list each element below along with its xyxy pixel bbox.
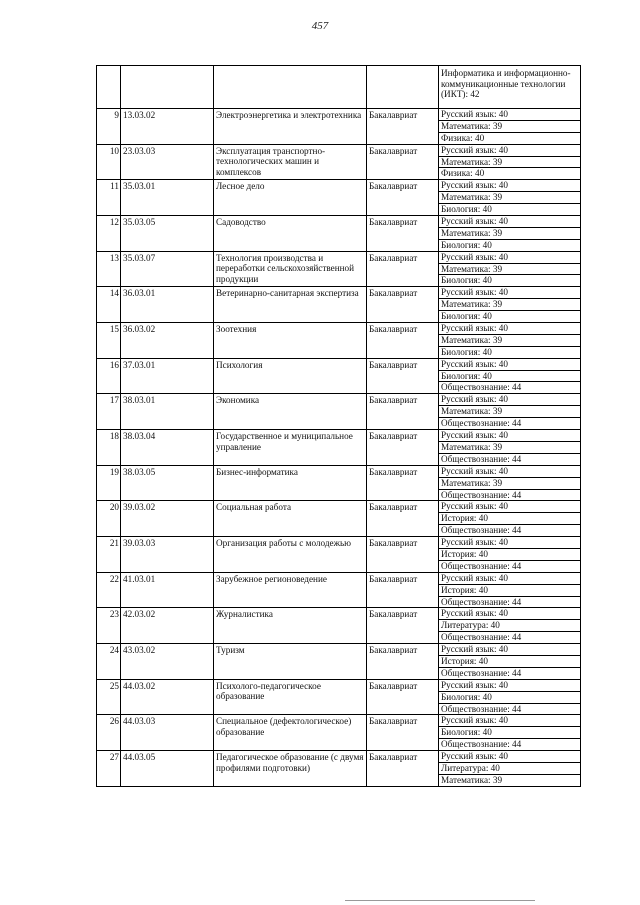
row-number-cell: 11 [97, 180, 121, 216]
table-row [97, 180, 581, 192]
program-name-cell: Психолого-педагогическое образование [214, 679, 367, 715]
subject-cell: Русский язык: 40 [439, 358, 581, 370]
table-row [97, 572, 581, 584]
table-row [97, 287, 581, 299]
subject-cell: Физика: 40 [439, 132, 581, 144]
subject-cell: Обществознание: 44 [439, 560, 581, 572]
program-code-cell: 44.03.02 [121, 679, 214, 715]
row-number-cell: 26 [97, 715, 121, 751]
table-row [97, 751, 581, 763]
subject-cell: Обществознание: 44 [439, 453, 581, 465]
table-row [97, 358, 581, 370]
subject-cell: Русский язык: 40 [439, 715, 581, 727]
subject-cell: Русский язык: 40 [439, 430, 581, 442]
subject-cell: Русский язык: 40 [439, 644, 581, 656]
program-name-cell: Зоотехния [214, 323, 367, 359]
program-code-cell: 36.03.01 [121, 287, 214, 323]
education-level-cell: Бакалавриат [367, 323, 439, 359]
row-number-cell: 22 [97, 572, 121, 608]
row-number-cell: 14 [97, 287, 121, 323]
table-row [97, 109, 581, 121]
row-number-cell: 23 [97, 608, 121, 644]
subject-cell: Физика: 40 [439, 168, 581, 180]
program-name-cell: Технология производства и переработки сельскохозяйственной продукции [214, 251, 367, 287]
subject-cell: Обществознание: 44 [439, 667, 581, 679]
subject-cell: Русский язык: 40 [439, 109, 581, 121]
row-number-cell: 27 [97, 751, 121, 787]
subject-cell: Математика: 39 [439, 192, 581, 204]
education-level-cell: Бакалавриат [367, 679, 439, 715]
program-code-cell: 43.03.02 [121, 644, 214, 680]
program-code-cell: 44.03.03 [121, 715, 214, 751]
table-row [97, 216, 581, 228]
education-level-cell: Бакалавриат [367, 251, 439, 287]
education-level-cell: Бакалавриат [367, 358, 439, 394]
program-name-cell: Журналистика [214, 608, 367, 644]
education-level-cell: Бакалавриат [367, 109, 439, 145]
subject-cell: Математика: 39 [439, 477, 581, 489]
subject-cell: История: 40 [439, 513, 581, 525]
program-code-cell: 44.03.05 [121, 751, 214, 787]
education-level-cell: Бакалавриат [367, 501, 439, 537]
program-code-cell: 23.03.03 [121, 144, 214, 180]
education-level-cell: Бакалавриат [367, 608, 439, 644]
education-level-cell: Бакалавриат [367, 144, 439, 180]
program-name-cell: Эксплуатация транспортно-технологических машин и комплексов [214, 144, 367, 180]
admission-requirements-table [96, 65, 581, 787]
subject-cell: Математика: 39 [439, 299, 581, 311]
education-level-cell: Бакалавриат [367, 180, 439, 216]
subject-cell: Обществознание: 44 [439, 418, 581, 430]
row-number-cell: 18 [97, 430, 121, 466]
table-row [97, 644, 581, 656]
education-level-cell: Бакалавриат [367, 465, 439, 501]
subject-cell: Биология: 40 [439, 346, 581, 358]
subject-cell: Информатика и информационно-коммуникационные технологии (ИКТ): 42 [439, 66, 581, 109]
subject-cell: Обществознание: 44 [439, 382, 581, 394]
subject-cell: Математика: 39 [439, 774, 581, 786]
subject-cell: Русский язык: 40 [439, 323, 581, 335]
education-level-cell: Бакалавриат [367, 394, 439, 430]
subject-cell: Русский язык: 40 [439, 144, 581, 156]
row-number-cell [97, 66, 121, 109]
row-number-cell: 17 [97, 394, 121, 430]
program-name-cell: Организация работы с молодежью [214, 537, 367, 573]
row-number-cell: 10 [97, 144, 121, 180]
program-name-cell: Психология [214, 358, 367, 394]
subject-cell: Биология: 40 [439, 204, 581, 216]
subject-cell: Русский язык: 40 [439, 608, 581, 620]
subject-cell: История: 40 [439, 584, 581, 596]
page-bottom-rule [345, 900, 535, 901]
education-level-cell: Бакалавриат [367, 715, 439, 751]
subject-cell: Биология: 40 [439, 691, 581, 703]
row-number-cell: 25 [97, 679, 121, 715]
table-row [97, 465, 581, 477]
subject-cell: Обществознание: 44 [439, 632, 581, 644]
program-code-cell: 39.03.02 [121, 501, 214, 537]
subject-cell: Литература: 40 [439, 762, 581, 774]
subject-cell: Русский язык: 40 [439, 751, 581, 763]
table-row [97, 679, 581, 691]
subject-cell: Математика: 39 [439, 227, 581, 239]
row-number-cell: 20 [97, 501, 121, 537]
row-number-cell: 15 [97, 323, 121, 359]
subject-cell: Обществознание: 44 [439, 703, 581, 715]
subject-cell: История: 40 [439, 655, 581, 667]
program-code-cell: 13.03.02 [121, 109, 214, 145]
subject-cell: Обществознание: 44 [439, 489, 581, 501]
subject-cell: Русский язык: 40 [439, 537, 581, 549]
program-code-cell: 39.03.03 [121, 537, 214, 573]
table-row [97, 430, 581, 442]
subject-cell: Математика: 39 [439, 156, 581, 168]
subject-cell: Русский язык: 40 [439, 501, 581, 513]
program-name-cell: Садоводство [214, 216, 367, 252]
table-row [97, 394, 581, 406]
subject-cell: Русский язык: 40 [439, 679, 581, 691]
row-number-cell: 13 [97, 251, 121, 287]
program-code-cell: 42.03.02 [121, 608, 214, 644]
program-name-cell: Педагогическое образование (с двумя профилями подготовки) [214, 751, 367, 787]
row-number-cell: 19 [97, 465, 121, 501]
subject-cell: Математика: 39 [439, 441, 581, 453]
subject-cell: Русский язык: 40 [439, 287, 581, 299]
subject-cell: Русский язык: 40 [439, 180, 581, 192]
program-name-cell: Бизнес-информатика [214, 465, 367, 501]
row-number-cell: 21 [97, 537, 121, 573]
subject-cell: Биология: 40 [439, 727, 581, 739]
subject-cell: Обществознание: 44 [439, 525, 581, 537]
program-name-cell: Экономика [214, 394, 367, 430]
education-level-cell [367, 66, 439, 109]
table-row-continued [97, 66, 581, 109]
program-name-cell: Социальная работа [214, 501, 367, 537]
subject-cell: Биология: 40 [439, 370, 581, 382]
subject-cell: Обществознание: 44 [439, 739, 581, 751]
program-code-cell [121, 66, 214, 109]
table-row [97, 537, 581, 549]
subject-cell: Литература: 40 [439, 620, 581, 632]
program-code-cell: 37.03.01 [121, 358, 214, 394]
education-level-cell: Бакалавриат [367, 644, 439, 680]
education-level-cell: Бакалавриат [367, 572, 439, 608]
subject-cell: Биология: 40 [439, 311, 581, 323]
program-code-cell: 35.03.01 [121, 180, 214, 216]
program-name-cell [214, 66, 367, 109]
subject-cell: Биология: 40 [439, 275, 581, 287]
page-number: 457 [311, 20, 329, 32]
row-number-cell: 24 [97, 644, 121, 680]
table-row [97, 144, 581, 156]
subject-cell: Обществознание: 44 [439, 596, 581, 608]
program-code-cell: 38.03.05 [121, 465, 214, 501]
program-name-cell: Государственное и муниципальное управление [214, 430, 367, 466]
row-number-cell: 12 [97, 216, 121, 252]
subject-cell: Биология: 40 [439, 239, 581, 251]
table-body [97, 66, 581, 787]
program-name-cell: Ветеринарно-санитарная экспертиза [214, 287, 367, 323]
education-level-cell: Бакалавриат [367, 751, 439, 787]
education-level-cell: Бакалавриат [367, 537, 439, 573]
subject-cell: История: 40 [439, 548, 581, 560]
program-code-cell: 41.03.01 [121, 572, 214, 608]
row-number-cell: 9 [97, 109, 121, 145]
program-code-cell: 35.03.05 [121, 216, 214, 252]
program-name-cell: Лесное дело [214, 180, 367, 216]
education-level-cell: Бакалавриат [367, 216, 439, 252]
table-row [97, 323, 581, 335]
subject-cell: Математика: 39 [439, 334, 581, 346]
education-level-cell: Бакалавриат [367, 287, 439, 323]
program-name-cell: Зарубежное регионоведение [214, 572, 367, 608]
row-number-cell: 16 [97, 358, 121, 394]
program-code-cell: 38.03.04 [121, 430, 214, 466]
subject-cell: Математика: 39 [439, 406, 581, 418]
subject-cell: Русский язык: 40 [439, 572, 581, 584]
table-row [97, 501, 581, 513]
table-row [97, 608, 581, 620]
program-code-cell: 38.03.01 [121, 394, 214, 430]
table-row [97, 251, 581, 263]
subject-cell: Математика: 39 [439, 263, 581, 275]
program-name-cell: Специальное (дефектологическое) образование [214, 715, 367, 751]
education-level-cell: Бакалавриат [367, 430, 439, 466]
program-code-cell: 35.03.07 [121, 251, 214, 287]
program-name-cell: Электроэнергетика и электротехника [214, 109, 367, 145]
subject-cell: Русский язык: 40 [439, 394, 581, 406]
subject-cell: Русский язык: 40 [439, 465, 581, 477]
subject-cell: Математика: 39 [439, 120, 581, 132]
program-code-cell: 36.03.02 [121, 323, 214, 359]
program-name-cell: Туризм [214, 644, 367, 680]
table-row [97, 715, 581, 727]
subject-cell: Русский язык: 40 [439, 216, 581, 228]
subject-cell: Русский язык: 40 [439, 251, 581, 263]
